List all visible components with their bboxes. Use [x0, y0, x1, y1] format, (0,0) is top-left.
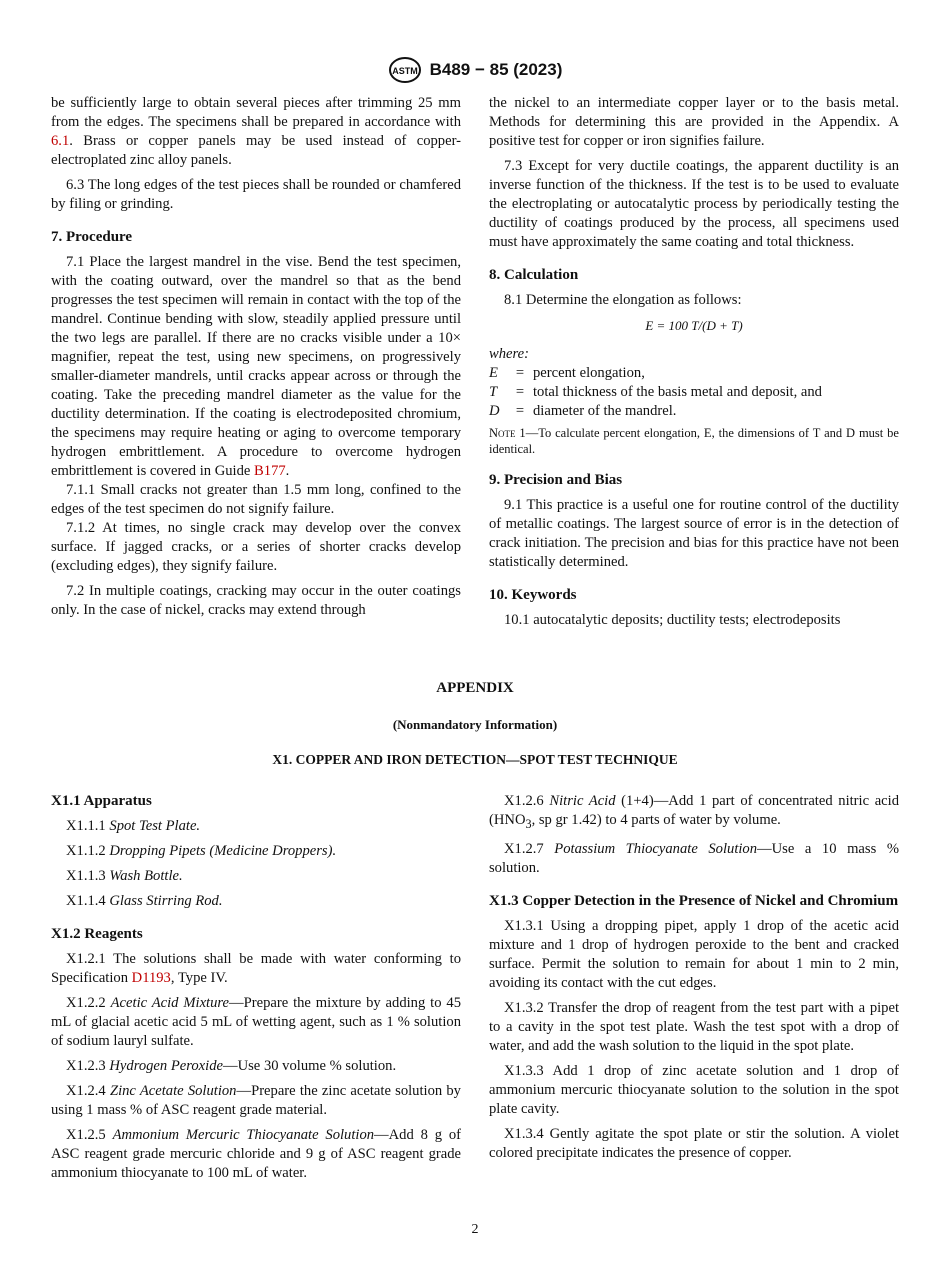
- definition-t: T = total thickness of the basis metal and deposit, and: [489, 384, 822, 400]
- x1-2-7: X1.2.7 Potassium Thiocyanate Solution—Use a 10 mass % solution.: [489, 840, 899, 876]
- link-6-1[interactable]: 6.1: [51, 133, 70, 149]
- paragraph-6-3: 6.3 The long edges of the test pieces shall be rounded or chamfered by filing or grinding.: [51, 177, 461, 212]
- paragraph-10-1: 10.1 autocatalytic deposits; ductility tests; electrodeposits: [504, 612, 841, 628]
- x1-3-4: X1.3.4 Gently agitate the spot plate or stir the solution. A violet colored precipitate indicates the presence of copper.: [489, 1125, 899, 1161]
- paragraph-7-1-1: 7.1.1 Small cracks not greater than 1.5 mm long, confined to the edges of the test specimen do not signify failure.: [51, 482, 461, 517]
- page-header: [0, 56, 950, 84]
- x1-1-4: X1.1.4 Glass Stirring Rod.: [66, 893, 223, 909]
- appendix-subtitle: (Nonmandatory Information): [392, 717, 558, 732]
- x1-2-3: X1.2.3 Hydrogen Peroxide—Use 30 volume % solution.: [66, 1058, 397, 1074]
- svg-text:ASTM: ASTM: [391, 66, 418, 76]
- paragraph-7-1-2: 7.1.2 At times, no single crack may develop over the convex surface. If jagged cracks, or a series of shorter cracks develop (excluding edges), they signify failure.: [51, 520, 461, 574]
- top-left-column: [51, 94, 461, 626]
- x1-3-2: X1.3.2 Transfer the drop of reagent from the test part with a pipet to a cavity in the spot test plate. Wash the test spot with a drop of water, and add the wash solution to the liquid in the spot plate.: [489, 999, 899, 1054]
- definition-d: D = diameter of the mandrel.: [489, 403, 677, 419]
- x1-2-6: X1.2.6 Nitric Acid (1+4)—Add 1 part of concentrated nitric acid ($HNO_3$, sp gr 1.42) to 4 parts of water by volume.: [489, 793, 900, 831]
- paragraph-9-1: 9.1 This practice is a useful one for routine control of the ductility of metallic coatings. The largest source of error is in the detection of crack initiation. The precision and bias for this practice have not been statistically determined.: [489, 497, 899, 570]
- definition-e: E = percent elongation,: [489, 365, 645, 381]
- section-8-heading: 8. Calculation: [489, 267, 579, 283]
- paragraph-8-1: 8.1 Determine the elongation as follows:: [504, 292, 742, 308]
- where-label: where:: [489, 346, 529, 362]
- x1-2-heading: X1.2 Reagents: [51, 926, 143, 942]
- x1-1-heading: X1.1 Apparatus: [51, 793, 152, 809]
- astm-logo: [388, 56, 422, 84]
- document-designation: B489 − 85 (2023): [429, 60, 563, 79]
- page-number: 2: [471, 1222, 479, 1237]
- x1-2-2: X1.2.2 Acetic Acid Mixture—Prepare the mixture by adding to 45 mL of glacial acetic acid 5 mL of wetting agent, such as 1 % solution of sodium lauryl sulfate.: [51, 995, 462, 1049]
- x1-1-2: X1.1.2 Dropping Pipets (Medicine Droppers).: [66, 843, 337, 859]
- section-7-heading: 7. Procedure: [51, 229, 133, 245]
- paragraph-6-2-continued: be sufficiently large to obtain several pieces after trimming 25 mm from the edges. The specimens shall be prepared in accordance with 6.1. Brass or copper panels may be used instead of copper-electroplated zinc alloy panels.: [51, 95, 461, 168]
- x1-1-1: X1.1.1 Spot Test Plate.: [66, 818, 201, 834]
- section-10-heading: 10. Keywords: [489, 587, 577, 603]
- paragraph-7-2: 7.2 In multiple coatings, cracking may occur in the outer coatings only. In the case of nickel, cracks may extend through: [51, 583, 461, 618]
- elongation-formula: E = 100 T/(D + T): [645, 318, 743, 333]
- x1-2-4: X1.2.4 Zinc Acetate Solution—Prepare the zinc acetate solution by using 1 mass % of ASC reagent grade material.: [51, 1083, 461, 1118]
- bottom-left-column: [51, 792, 461, 1189]
- x1-3-1: X1.3.1 Using a dropping pipet, apply 1 drop of the acetic acid mixture and 1 drop of hydrogen peroxide to the bent and cracked surface. Permit the solution to remain for about 1 min to 2 min, avoiding its contact with the cut edges.: [489, 917, 899, 991]
- paragraph-7-1: 7.1 Place the largest mandrel in the vise. Bend the test specimen, with the coating outward, over the mandrel so that as the bend progresses the test specimen will remain in contact with the top of the mandrel. Continue bending with slow, steadily applied pressure until the two legs are parallel. If there are no cracks visible under a 10× magnifier, repeat the test, using new specimens, on progressively smaller-diameter mandrels, until cracks appear across or through the coating. Take the preceding mandrel diameter as the value for the ductility determination. If the coating is electrodeposited chromium, the specimens may require heating or aging to overcome temporary hydrogen embrittlement. A procedure to overcome hydrogen embrittlement is covered in Guide B177.: [51, 254, 461, 479]
- appendix-x1-title: X1. COPPER AND IRON DETECTION—SPOT TEST TECHNIQUE: [272, 752, 678, 767]
- note-1: Note 1—To calculate percent elongation, E, the dimensions of T and D must be identical.: [489, 426, 899, 456]
- link-b177[interactable]: B177: [254, 463, 286, 479]
- link-d1193[interactable]: D1193: [131, 970, 171, 986]
- x1-2-1: X1.2.1 The solutions shall be made with water conforming to Specification D1193, Type IV.: [51, 951, 461, 986]
- paragraph-7-2-continued: the nickel to an intermediate copper layer or to the basis metal. Methods for determining this are provided in the Appendix. A positive test for copper or iron signifies failure.: [489, 95, 899, 149]
- section-9-heading: 9. Precision and Bias: [489, 472, 623, 488]
- paragraph-7-3: 7.3 Except for very ductile coatings, the apparent ductility is an inverse function of the thickness. If the test is to be used to evaluate the electroplating or autocatalytic process by periodically testing the ductility of coatings produced by the process, all specimens used must have approximately the same coating and total thickness.: [489, 158, 899, 250]
- x1-3-3: X1.3.3 Add 1 drop of zinc acetate solution and 1 drop of ammonium mercuric thiocyanate solution to the solution in the spot plate cavity.: [489, 1062, 899, 1117]
- x1-2-5: X1.2.5 Ammonium Mercuric Thiocyanate Solution—Add 8 g of ASC reagent grade mercuric chloride and 9 g of ASC reagent grade ammonium thiocyanate to 100 mL of water.: [51, 1127, 461, 1181]
- appendix-title: APPENDIX: [436, 680, 514, 696]
- x1-1-3: X1.1.3 Wash Bottle.: [66, 868, 183, 884]
- top-right-column: [489, 94, 899, 636]
- bottom-right-column: [489, 792, 899, 1169]
- x1-3-heading: X1.3 Copper Detection in the Presence of Nickel and Chromium: [489, 892, 899, 909]
